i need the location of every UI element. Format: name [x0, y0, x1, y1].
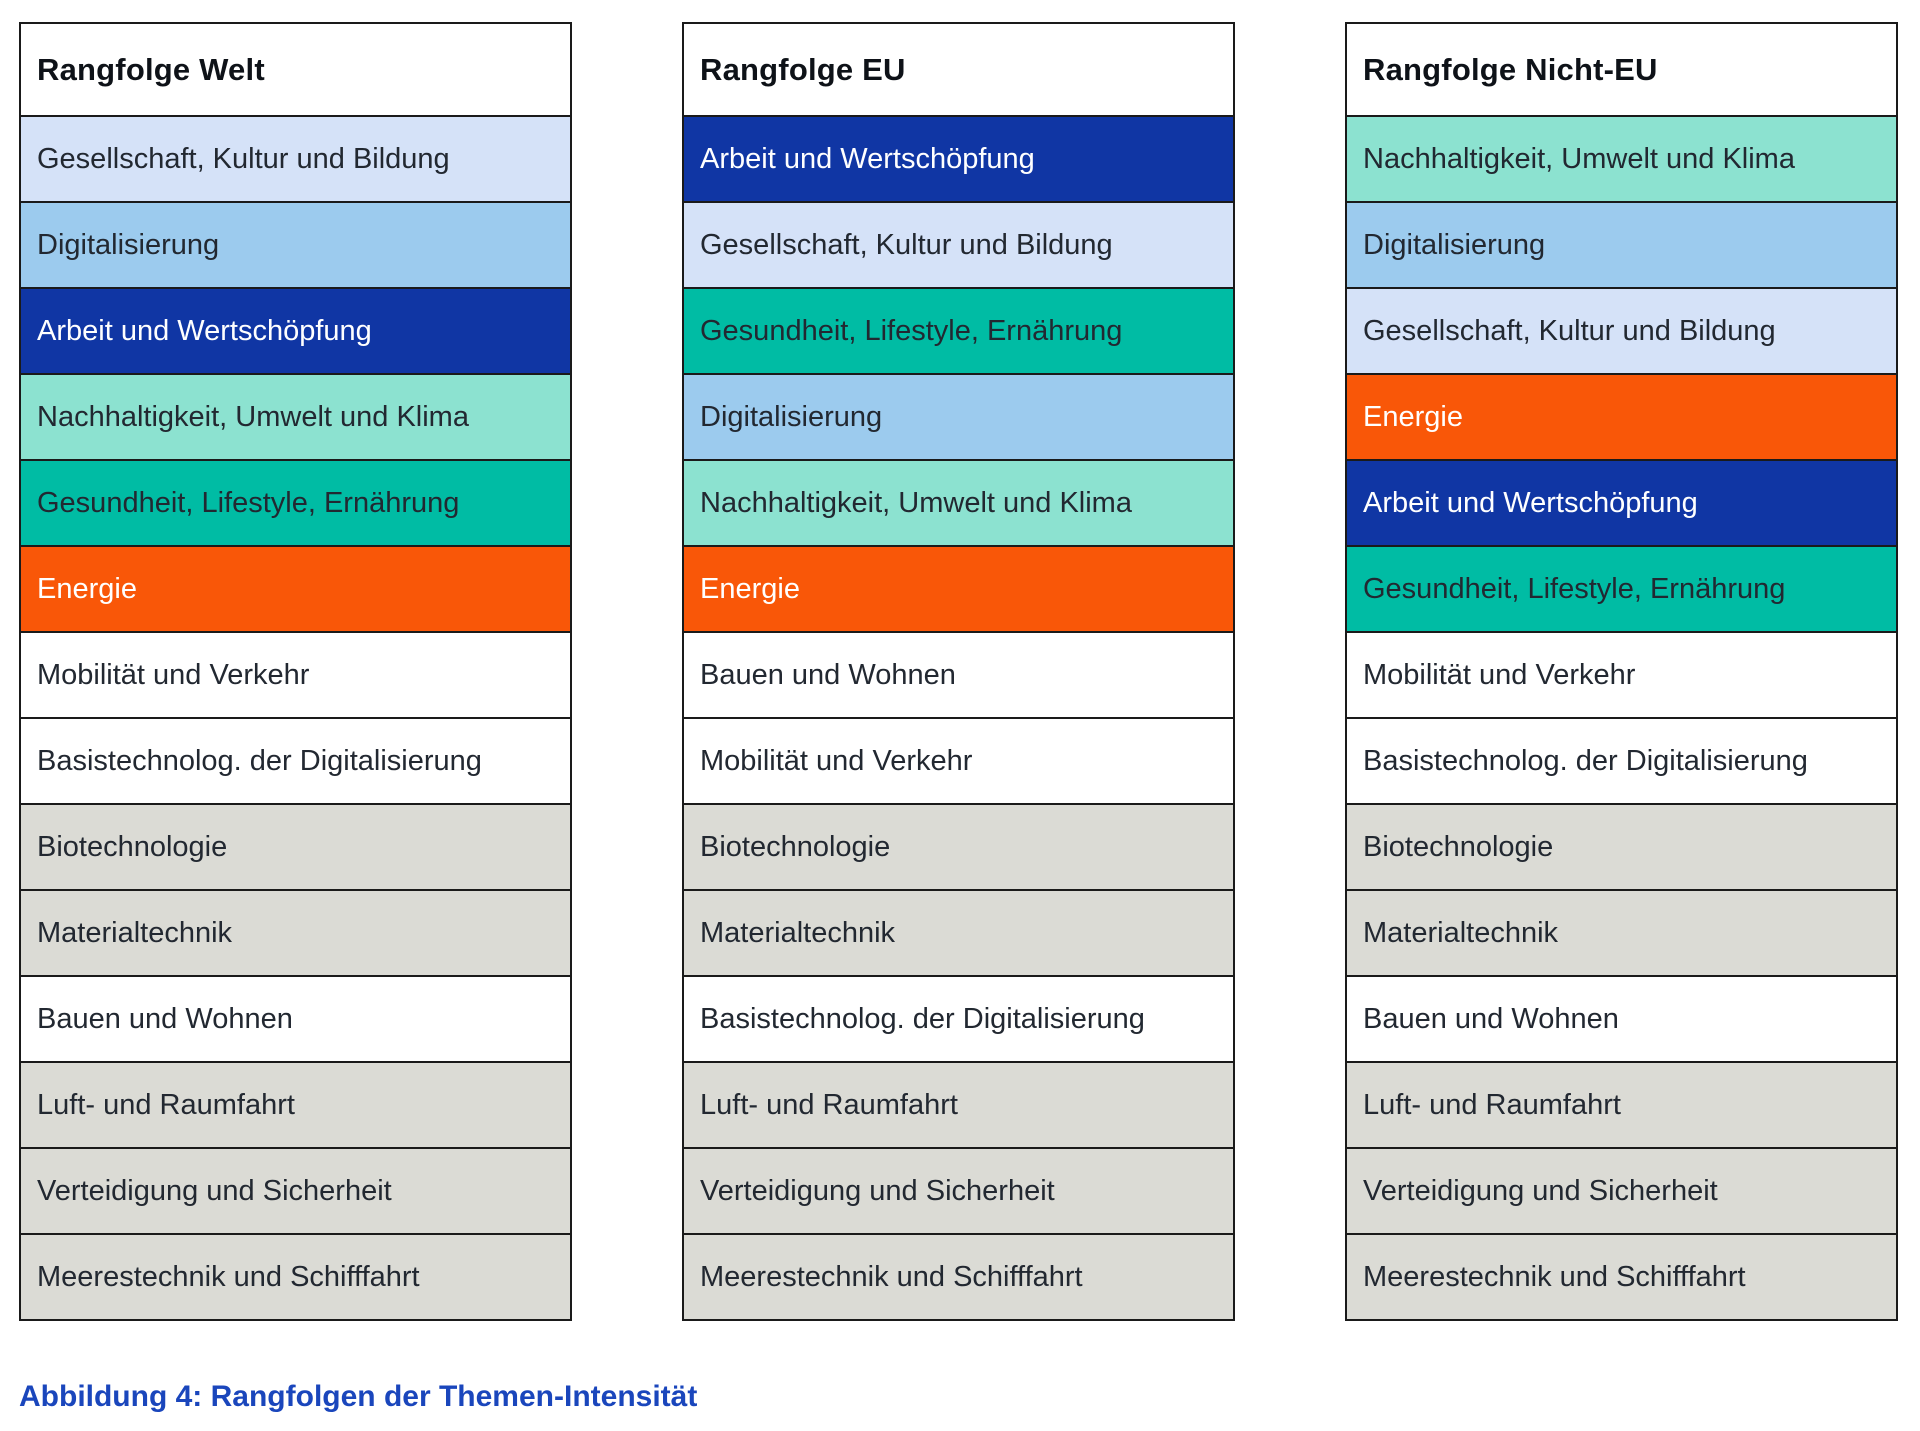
rank-table-eu	[682, 22, 1235, 1321]
rank-row: Digitalisierung	[684, 373, 1233, 459]
rank-row: Arbeit und Wertschöpfung	[684, 115, 1233, 201]
rank-row: Verteidigung und Sicherheit	[684, 1147, 1233, 1233]
rank-row: Materialtechnik	[21, 889, 570, 975]
rank-row: Gesellschaft, Kultur und Bildung	[1347, 287, 1896, 373]
rank-row: Basistechnolog. der Digitalisierung	[1347, 717, 1896, 803]
rank-row: Digitalisierung	[21, 201, 570, 287]
rank-table-welt-title: Rangfolge Welt	[21, 24, 570, 115]
rank-row: Biotechnologie	[21, 803, 570, 889]
rank-row: Bauen und Wohnen	[21, 975, 570, 1061]
rank-row: Luft- und Raumfahrt	[21, 1061, 570, 1147]
rank-row: Basistechnolog. der Digitalisierung	[684, 975, 1233, 1061]
rank-row: Gesundheit, Lifestyle, Ernährung	[21, 459, 570, 545]
rank-row: Energie	[684, 545, 1233, 631]
rank-row: Nachhaltigkeit, Umwelt und Klima	[21, 373, 570, 459]
rank-row: Bauen und Wohnen	[1347, 975, 1896, 1061]
rank-table-welt	[19, 22, 572, 1321]
rank-row: Verteidigung und Sicherheit	[1347, 1147, 1896, 1233]
rank-row: Basistechnolog. der Digitalisierung	[21, 717, 570, 803]
rank-row: Nachhaltigkeit, Umwelt und Klima	[1347, 115, 1896, 201]
rank-row: Gesellschaft, Kultur und Bildung	[684, 201, 1233, 287]
rank-row: Meerestechnik und Schifffahrt	[684, 1233, 1233, 1319]
rank-row: Arbeit und Wertschöpfung	[1347, 459, 1896, 545]
rank-row: Materialtechnik	[1347, 889, 1896, 975]
rank-row: Bauen und Wohnen	[684, 631, 1233, 717]
rank-table-eu-rows	[684, 115, 1233, 1319]
rank-row: Materialtechnik	[684, 889, 1233, 975]
rank-row: Energie	[21, 545, 570, 631]
rank-row: Verteidigung und Sicherheit	[21, 1147, 570, 1233]
rank-table-nicht-eu-rows	[1347, 115, 1896, 1319]
figure-caption: Abbildung 4: Rangfolgen der Themen-Intensität	[19, 1380, 698, 1413]
rank-row: Mobilität und Verkehr	[684, 717, 1233, 803]
rank-row: Meerestechnik und Schifffahrt	[1347, 1233, 1896, 1319]
rank-row: Gesundheit, Lifestyle, Ernährung	[684, 287, 1233, 373]
rank-row: Arbeit und Wertschöpfung	[21, 287, 570, 373]
rank-row: Biotechnologie	[684, 803, 1233, 889]
rank-row: Gesundheit, Lifestyle, Ernährung	[1347, 545, 1896, 631]
rank-row: Biotechnologie	[1347, 803, 1896, 889]
rank-table-eu-title: Rangfolge EU	[684, 24, 1233, 115]
rank-row: Nachhaltigkeit, Umwelt und Klima	[684, 459, 1233, 545]
rank-row: Energie	[1347, 373, 1896, 459]
rank-table-nicht-eu	[1345, 22, 1898, 1321]
rank-row: Gesellschaft, Kultur und Bildung	[21, 115, 570, 201]
ranking-tables	[19, 22, 1898, 1321]
rank-table-welt-rows	[21, 115, 570, 1319]
rank-row: Mobilität und Verkehr	[21, 631, 570, 717]
rank-row: Luft- und Raumfahrt	[1347, 1061, 1896, 1147]
rank-row: Mobilität und Verkehr	[1347, 631, 1896, 717]
rank-row: Meerestechnik und Schifffahrt	[21, 1233, 570, 1319]
rank-row: Luft- und Raumfahrt	[684, 1061, 1233, 1147]
rank-table-nicht-eu-title: Rangfolge Nicht-EU	[1347, 24, 1896, 115]
rank-row: Digitalisierung	[1347, 201, 1896, 287]
